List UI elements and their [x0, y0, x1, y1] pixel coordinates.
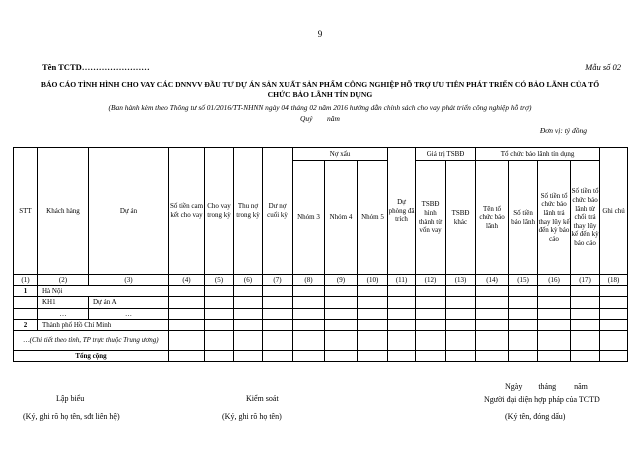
- header-refused: Số tiền tổ chức bảo lãnh từ chối trả thay lũy kế đến kỳ báo cáo: [571, 161, 600, 275]
- header-customer: Khách hàng: [38, 148, 89, 275]
- project-name: Dự án A: [89, 297, 169, 309]
- title-line-2: CHỨC BẢO LÃNH TÍN DỤNG: [267, 90, 373, 99]
- col-number: (6): [234, 275, 263, 286]
- header-group5: Nhóm 5: [358, 161, 388, 275]
- row-stt: 1: [14, 286, 38, 297]
- col-number: (3): [89, 275, 169, 286]
- header-stt: STT: [14, 148, 38, 275]
- table-row: [14, 309, 628, 320]
- quarter-label: Quý: [300, 114, 313, 123]
- header-note: Ghi chú: [600, 148, 628, 275]
- year-label: năm: [327, 114, 340, 123]
- representative-label: Người đại diện hợp pháp của TCTD: [484, 395, 600, 404]
- col-number: (17): [571, 275, 600, 286]
- col-number: (14): [476, 275, 509, 286]
- controller-note: (Ký, ghi rõ họ tên): [222, 412, 282, 421]
- header-guarantor: Tổ chức bảo lãnh tín dụng: [476, 148, 600, 161]
- table-row: [14, 331, 628, 351]
- header-collected: Thu nợ trong kỳ: [234, 148, 263, 275]
- col-number: (10): [358, 275, 388, 286]
- table-row: [14, 320, 628, 331]
- col-number: (15): [509, 275, 538, 286]
- report-subtitle: (Ban hành kèm theo Thông tư số 01/2016/TT-NHNN ngày 04 tháng 02 năm 2016 hướng dẫn chính sách cho vay phát triển công nghiệp hỗ trợ): [108, 103, 532, 112]
- detail-note: …(Chi tiết theo tỉnh, TP trực thuộc Trung ương): [14, 331, 169, 351]
- col-number: (13): [446, 275, 476, 286]
- date-line: Ngày tháng năm: [505, 382, 588, 391]
- header-project: Dự án: [89, 148, 169, 275]
- header-collateral: Giá trị TSBĐ: [416, 148, 476, 161]
- organization-name-line: Tên TCTD……………………: [42, 62, 150, 72]
- page-number: 9: [317, 29, 323, 39]
- representative-note: (Ký tên, đóng dấu): [505, 412, 566, 421]
- header-provision: Dự phòng đã trích: [388, 148, 416, 275]
- col-number: (11): [388, 275, 416, 286]
- col-number: (5): [205, 275, 234, 286]
- header-group4: Nhóm 4: [325, 161, 358, 275]
- project-name: …: [89, 309, 169, 320]
- header-bad-debt: Nợ xấu: [293, 148, 388, 161]
- row-stt: 2: [14, 320, 38, 331]
- report-title: [20, 80, 620, 100]
- header-paid-on-behalf: Số tiền tổ chức bảo lãnh trả thay lũy kế đến kỳ báo cáo: [538, 161, 571, 275]
- controller-label: Kiểm soát: [246, 394, 279, 403]
- header-group3: Nhóm 3: [293, 161, 325, 275]
- unit-label: Đơn vị: tỷ đồng: [539, 126, 587, 135]
- header-committed: Số tiền cam kết cho vay: [169, 148, 205, 275]
- table-row: [14, 297, 628, 309]
- total-row: [14, 351, 628, 362]
- title-line-1: BÁO CÁO TÌNH HÌNH CHO VAY CÁC DNNVV ĐẦU TƯ DỰ ÁN SẢN XUẤT SẢN PHẨM CÔNG NGHIỆP HỖ TRỢ ƯU TIÊN PHÁT TRIỂN CÓ BẢO LÃNH CỦA TỔ: [40, 80, 600, 89]
- form-number: Mẫu số 02: [585, 62, 621, 72]
- col-number: (8): [293, 275, 325, 286]
- preparer-note: (Ký, ghi rõ họ tên, sđt liên hệ): [23, 412, 120, 421]
- header-collateral-other: TSBĐ khác: [446, 161, 476, 275]
- col-number: (16): [538, 275, 571, 286]
- province-name: Hà Nội: [38, 286, 169, 297]
- province-name: Thành phố Hồ Chí Minh: [38, 320, 169, 331]
- col-number: (2): [38, 275, 89, 286]
- header-guaranteed-amount: Số tiền bảo lãnh: [509, 161, 538, 275]
- total-label: Tổng cộng: [14, 351, 169, 362]
- header-lent: Cho vay trong kỳ: [205, 148, 234, 275]
- header-balance: Dư nợ cuối kỳ: [263, 148, 293, 275]
- report-table: [13, 147, 628, 362]
- header-collateral-loan: TSBĐ hình thành từ vốn vay: [416, 161, 446, 275]
- preparer-label: Lập biểu: [56, 394, 85, 403]
- col-number: (12): [416, 275, 446, 286]
- customer-name: …: [38, 309, 89, 320]
- customer-name: KH1: [38, 297, 89, 309]
- col-number: (9): [325, 275, 358, 286]
- col-number: (18): [600, 275, 628, 286]
- table-row: [14, 286, 628, 297]
- col-number: (7): [263, 275, 293, 286]
- col-number: (1): [14, 275, 38, 286]
- col-number: (4): [169, 275, 205, 286]
- header-guarantor-name: Tên tổ chức bảo lãnh: [476, 161, 509, 275]
